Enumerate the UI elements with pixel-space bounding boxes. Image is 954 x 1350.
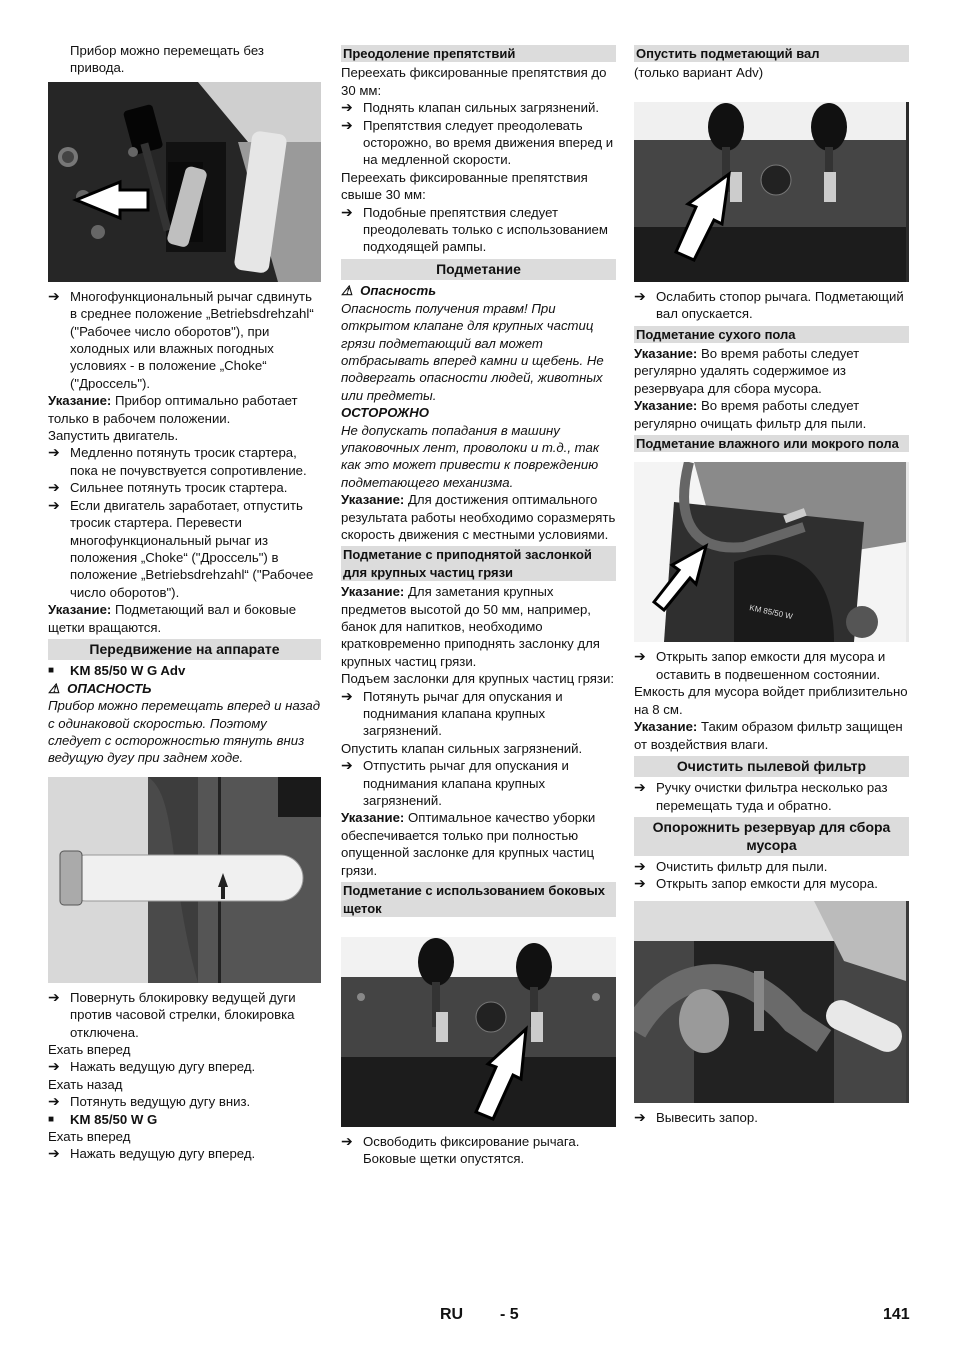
arrow-right-icon: ➔ bbox=[634, 857, 646, 874]
column-2 bbox=[341, 42, 616, 1168]
caution-label: ОСТОРОЖНО bbox=[341, 405, 429, 421]
photo-unhook-lock bbox=[634, 901, 909, 1103]
arrow-right-icon: ➔ bbox=[48, 1093, 60, 1110]
arrow-right-icon: ➔ bbox=[634, 779, 646, 796]
photo-roller-lever-drawing bbox=[634, 102, 906, 282]
obstacles-text-2: Переехать фиксированные препятствия свыше 30 мм: bbox=[341, 169, 588, 203]
note-empty-container: Указание: Во время работы следует регулярно удалять содержимое из резервуара для сбора мусора. bbox=[634, 346, 860, 396]
danger-label: ⚠ Опасность bbox=[341, 283, 437, 299]
note-speed: Указание: Для достижения оптимального результата работы необходимо соразмерять скорость движения с местными условиями. bbox=[341, 492, 616, 542]
danger-label: ⚠ ОПАСНОСТЬ bbox=[48, 680, 152, 696]
heading-clean-filter: Очистить пылевой фильтр bbox=[634, 756, 909, 777]
danger-text: Опасность получения травм! При открытом клапане для крупных частиц грязи подметающий вал может отбрасывать вперед камни и щебень. Не подвергать опасности людей, животных или предметы. bbox=[341, 300, 604, 403]
arrow-right-icon: ➔ bbox=[634, 1108, 646, 1125]
lower-flap-text: Опустить клапан сильных загрязнений. bbox=[341, 740, 583, 756]
step-release-flap-lever: ➔ Отпустить рычаг для опускания и поднимания клапана крупных загрязнений. bbox=[341, 757, 569, 809]
heading-empty-container: Опорожнить резервуар для сбора мусора bbox=[634, 817, 909, 856]
photo-handle-drawing bbox=[48, 777, 321, 983]
arrow-right-icon: ➔ bbox=[634, 875, 646, 892]
arrow-right-icon: ➔ bbox=[341, 116, 353, 133]
step-release-roller-stop: ➔ Ослабить стопор рычага. Подметающий вал опускается. bbox=[634, 287, 904, 322]
arrow-right-icon: ➔ bbox=[341, 203, 353, 220]
arrow-right-icon: ➔ bbox=[48, 444, 60, 461]
heading-wet-floor: Подметание влажного или мокрого пола bbox=[634, 435, 909, 452]
step-release-lever-fix: ➔ Освободить фиксирование рычага. Боковые щетки опустятся. bbox=[341, 1132, 580, 1167]
drive-forward-label: Ехать вперед bbox=[48, 1042, 131, 1057]
warning-triangle-icon: ⚠ bbox=[48, 680, 68, 696]
step-pull-starter-hard: ➔ Сильнее потянуть тросик стартера. bbox=[48, 479, 288, 496]
step-clean-dust-filter: ➔ Очистить фильтр для пыли. bbox=[634, 857, 828, 874]
step-push-forward: ➔ Нажать ведущую дугу вперед. bbox=[48, 1058, 256, 1075]
step-release-starter: ➔ Если двигатель заработает, отпустить тросик стартера. Перевести многофункциональный рычаг из положения „Choke“ ("Дроссель") в положение „Betriebsdrehzahl“ ("Рабочее число оборотов"). bbox=[48, 496, 314, 600]
arrow-right-icon: ➔ bbox=[341, 757, 353, 774]
arrow-right-icon: ➔ bbox=[48, 1058, 60, 1075]
heading-sweeping: Подметание bbox=[341, 259, 616, 280]
photo-multifunction-lever bbox=[48, 82, 321, 282]
arrow-right-icon: ➔ bbox=[634, 287, 646, 304]
step-move-filter-handle: ➔ Ручку очистки фильтра несколько раз перемещать туда и обратно. bbox=[634, 779, 888, 813]
arrow-right-icon: ➔ bbox=[341, 99, 353, 116]
photo-side-brush-lever bbox=[341, 937, 616, 1127]
step-open-lock: ➔ Открыть запор емкости для мусора. bbox=[634, 875, 878, 892]
photo-lever-drawing bbox=[48, 82, 321, 282]
danger-text: Прибор можно перемещать вперед и назад с одинаковой скоростью. Поэтому следует с осторожностью тянуть вниз ведущую дугу при заднем ходе. bbox=[48, 698, 321, 766]
arrow-right-icon: ➔ bbox=[48, 479, 60, 496]
note-large-objects: Указание: Для заметания крупных предметов высотой до 50 мм, например, банок для напитков, необходимо кратковременно приподнять заслонку для крупных частиц грязи. bbox=[341, 584, 600, 669]
arrow-right-icon: ➔ bbox=[634, 648, 646, 665]
note-optimal-quality: Указание: Оптимальное качество уборки обеспечивается только при полностью опущенной заслонке для крупных частиц грязи. bbox=[341, 810, 596, 878]
square-bullet-icon: ■ bbox=[48, 1113, 55, 1125]
adv-only-text: (только вариант Adv) bbox=[634, 65, 764, 81]
start-engine-text: Запустить двигатель. bbox=[48, 428, 179, 444]
step-pull-starter-slow: ➔ Медленно потянуть тросик стартера, пока не почувствуется сопротивление. bbox=[48, 444, 307, 478]
step-open-container-lock: ➔ Открыть запор емкости для мусора и оставить в подвешенном состоянии. bbox=[634, 648, 886, 682]
step-pull-down: ➔ Потянуть ведущую дугу вниз. bbox=[48, 1093, 251, 1110]
footer-page-local: - 5 bbox=[500, 1306, 519, 1323]
intro-text: Прибор можно перемещать без привода. bbox=[70, 43, 264, 76]
photo-model-label: KM 85/50 W bbox=[748, 603, 794, 622]
arrow-right-icon: ➔ bbox=[341, 687, 353, 704]
arrow-right-icon: ➔ bbox=[341, 1132, 353, 1149]
heading-dry-floor: Подметание сухого пола bbox=[634, 326, 909, 343]
heading-lower-roller: Опустить подметающий вал bbox=[634, 45, 909, 62]
warning-triangle-icon: ⚠ bbox=[341, 283, 361, 299]
photo-roller-lever bbox=[634, 102, 909, 282]
note-clean-filter: Указание: Во время работы следует регулярно очищать фильтр для пыли. bbox=[634, 398, 867, 431]
note-working-position: Указание: Прибор оптимально работает только в рабочем положении. bbox=[48, 393, 298, 426]
step-turn-lock: ➔ Повернуть блокировку ведущей дуги против часовой стрелки, блокировка отключена. bbox=[48, 988, 296, 1040]
raise-flap-text: Подъем заслонки для крупных частиц грязи: bbox=[341, 671, 615, 687]
drive-forward-label-2: Ехать вперед bbox=[48, 1129, 131, 1145]
footer-language: RU bbox=[440, 1306, 464, 1323]
model-adv: ■ KM 85/50 W G Adv bbox=[48, 663, 186, 679]
photo-container-drawing bbox=[634, 462, 906, 642]
photo-unhook-drawing bbox=[634, 901, 906, 1103]
arrow-right-icon: ➔ bbox=[48, 1145, 60, 1162]
arrow-right-icon: ➔ bbox=[48, 496, 60, 513]
photo-container-lock bbox=[634, 462, 909, 642]
column-3 bbox=[634, 42, 909, 1126]
step-raise-flap: ➔ Поднять клапан сильных загрязнений. bbox=[341, 99, 599, 116]
heading-side-brushes: Подметание с использованием боковых щеток bbox=[341, 882, 616, 917]
column-1 bbox=[48, 42, 321, 1163]
heading-raised-flap: Подметание с приподнятой заслонкой для крупных частиц грязи bbox=[341, 546, 616, 581]
note-filter-protected: Указание: Таким образом фильтр защищен от воздействия влаги. bbox=[634, 719, 903, 752]
container-depth-text: Емкость для мусора войдет приблизительно на 8 см. bbox=[634, 684, 908, 717]
step-use-ramp: ➔ Подобные препятствия следует преодолевать только с использованием подходящей рампы. bbox=[341, 203, 608, 255]
step-careful-obstacles: ➔ Препятствия следует преодолевать осторожно, во время движения вперед и на медленной скорости. bbox=[341, 116, 614, 168]
step-unhook-lock: ➔ Вывесить запор. bbox=[634, 1108, 758, 1125]
caution-text: Не допускать попадания в машину упаковочных лент, проволоки и т.д., так как это может привести к повреждению подметающего механизма. bbox=[341, 422, 600, 490]
heading-movement: Передвижение на аппарате bbox=[48, 639, 321, 660]
arrow-right-icon: ➔ bbox=[48, 988, 60, 1005]
square-bullet-icon: ■ bbox=[48, 665, 55, 677]
footer-page-number: 141 bbox=[883, 1306, 910, 1323]
note-brushes-rotate: Указание: Подметающий вал и боковые щетки вращаются. bbox=[48, 602, 297, 635]
step-push-forward-2: ➔ Нажать ведущую дугу вперед. bbox=[48, 1145, 256, 1162]
photo-drive-handle bbox=[48, 777, 321, 983]
obstacles-text-1: Переехать фиксированные препятствия до 30 мм: bbox=[341, 65, 607, 98]
photo-side-lever-drawing bbox=[341, 937, 616, 1127]
drive-back-label: Ехать назад bbox=[48, 1076, 123, 1092]
step-lever-position: ➔ Многофункциональный рычаг сдвинуть в среднее положение „Betriebsdrehzahl“ ("Рабочее число оборотов"), при холодных или влажных погодных условиях - в положение „Choke“ ("Дроссель"). bbox=[48, 287, 314, 391]
step-pull-flap-lever: ➔ Потянуть рычаг для опускания и поднимания клапана крупных загрязнений. bbox=[341, 687, 563, 739]
arrow-right-icon: ➔ bbox=[48, 287, 60, 304]
heading-obstacles: Преодоление препятствий bbox=[341, 45, 616, 62]
model-standard: ■ KM 85/50 W G bbox=[48, 1111, 158, 1127]
